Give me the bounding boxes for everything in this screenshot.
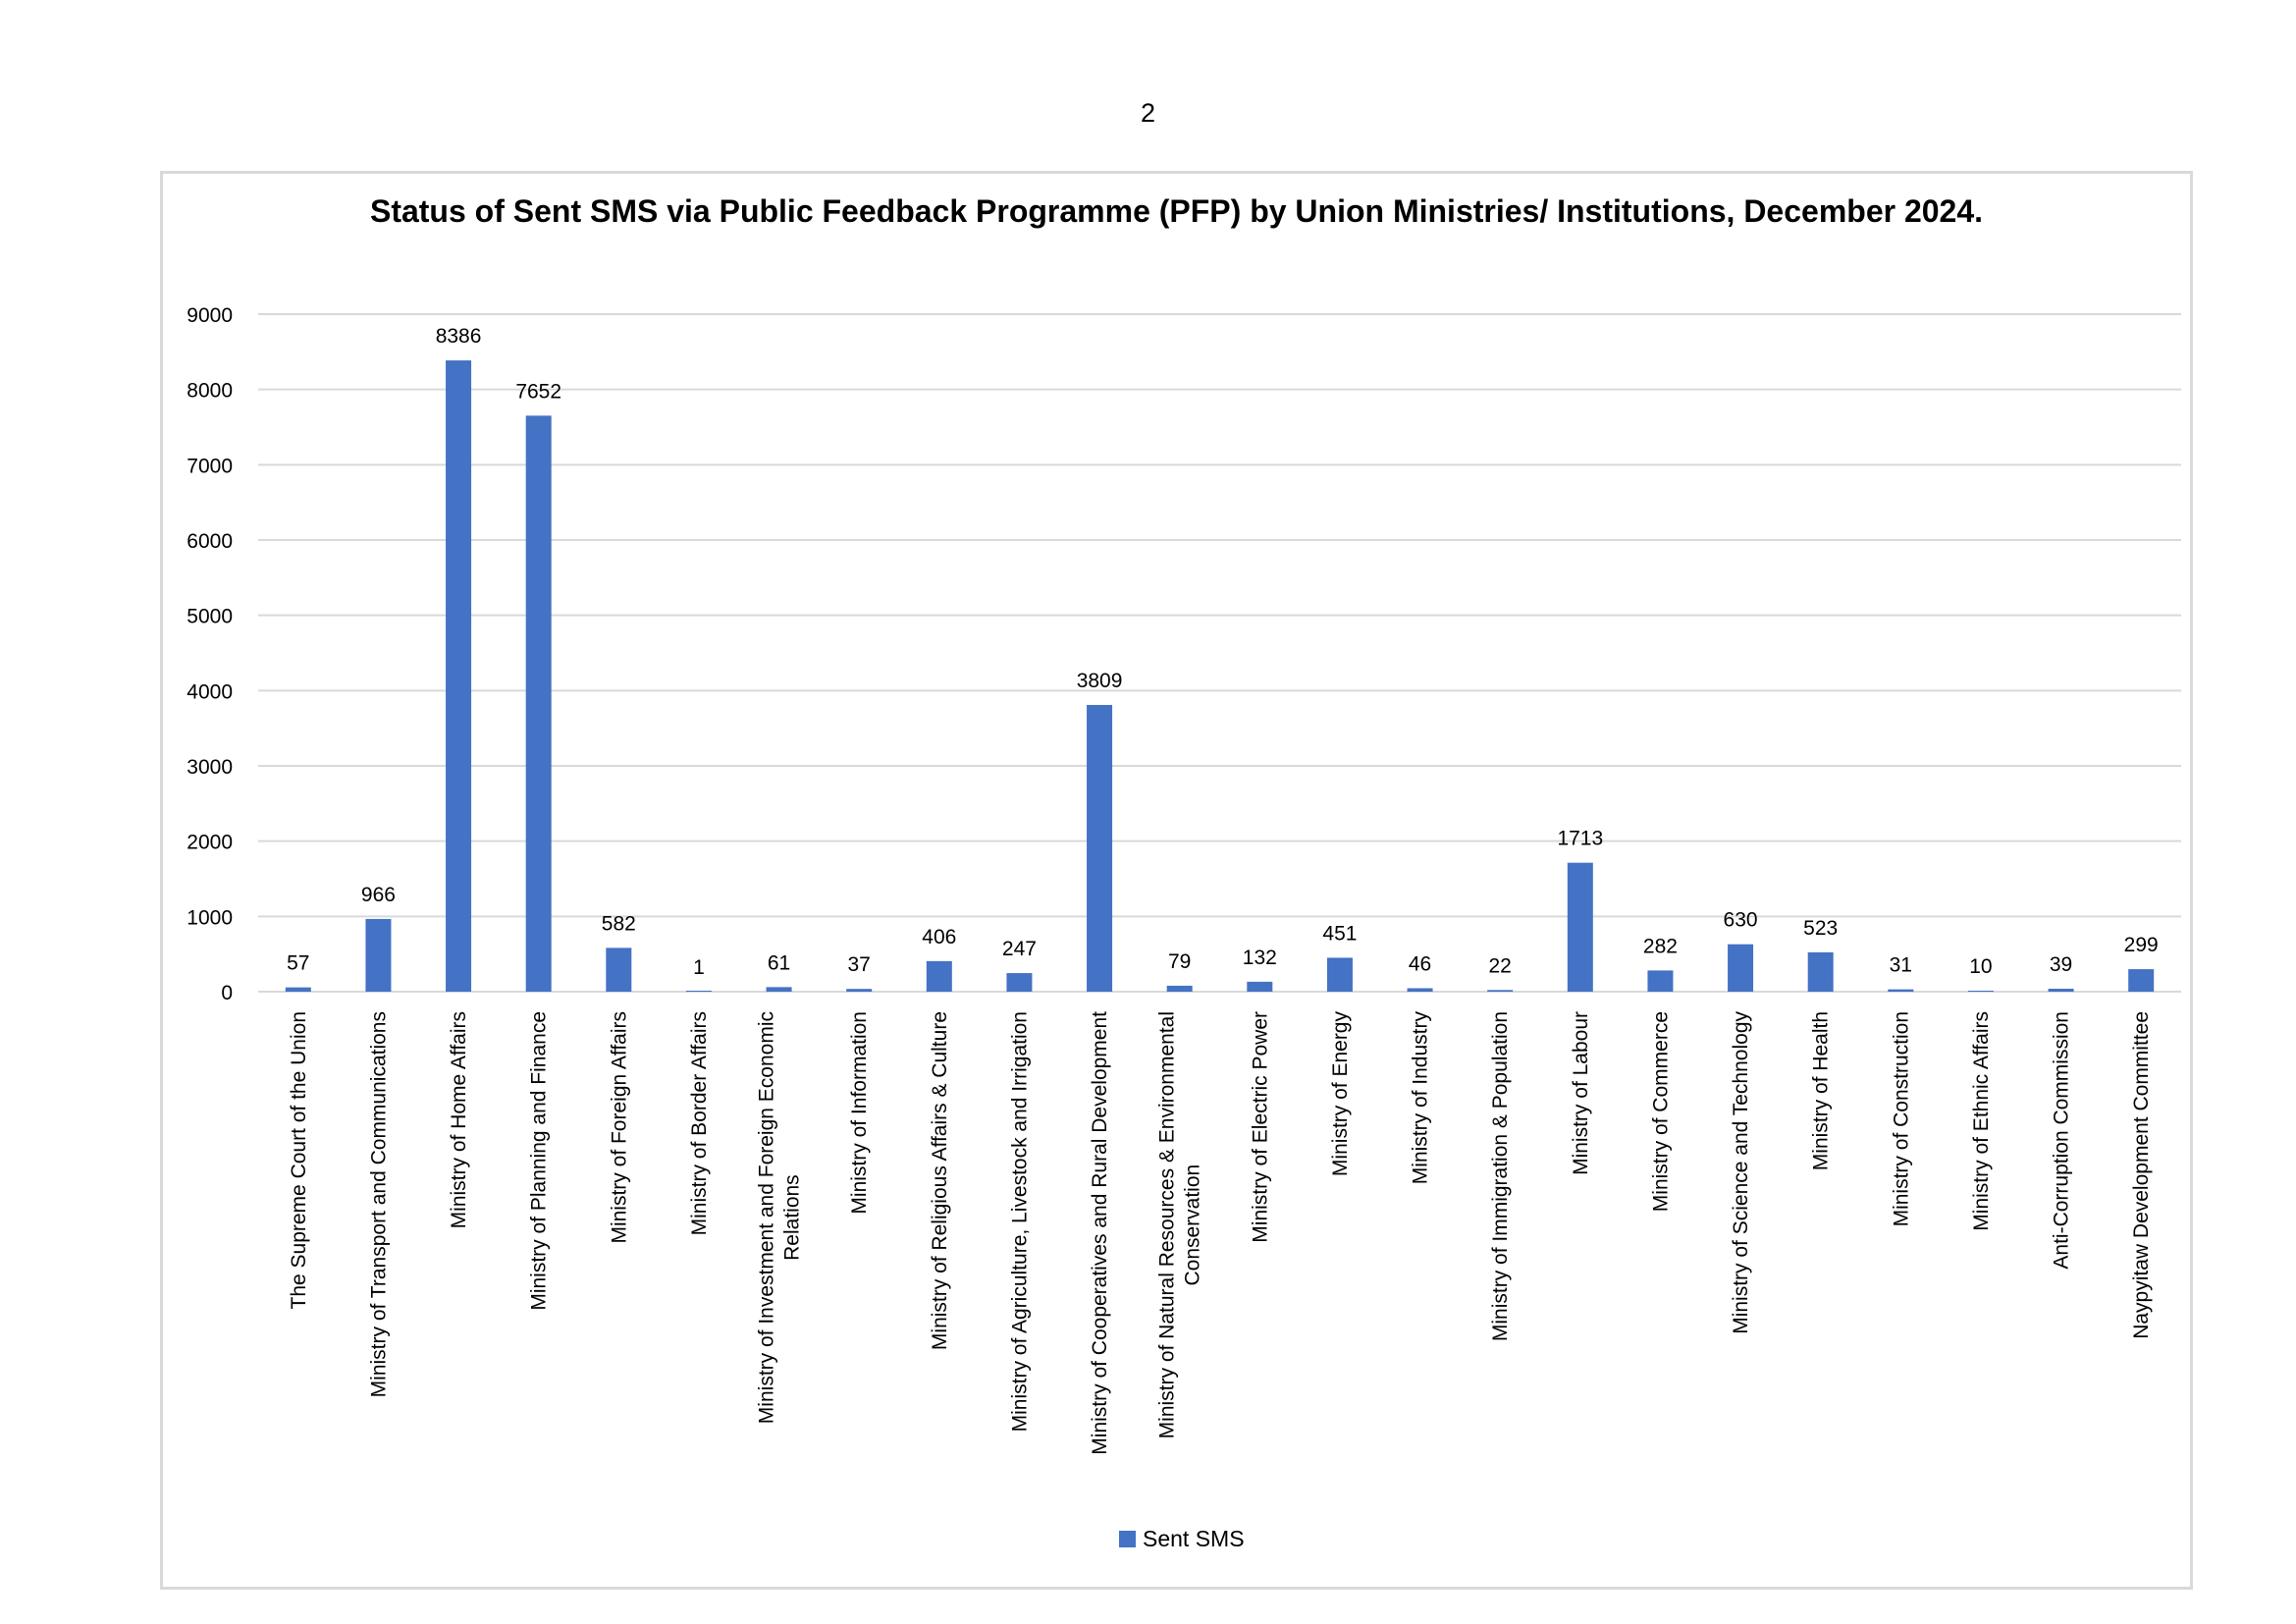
data-label: 406 bbox=[922, 925, 957, 948]
category-label: Ministry of Industry bbox=[1409, 1011, 1432, 1185]
bar bbox=[526, 415, 552, 992]
data-label: 46 bbox=[1408, 952, 1432, 976]
category-label: Ministry of Ethnic Affairs bbox=[1969, 1011, 1993, 1231]
y-tick-label: 9000 bbox=[187, 304, 233, 327]
category-label: Ministry of Natural Resources & Environmental Conservation bbox=[1155, 1011, 1204, 1439]
category-label: The Supreme Court of the Union bbox=[287, 1011, 310, 1310]
category-label: Ministry of Energy bbox=[1328, 1011, 1352, 1177]
category-label: Ministry of Commerce bbox=[1649, 1011, 1673, 1213]
data-label: 299 bbox=[2123, 934, 2159, 957]
category-label: Ministry of Transport and Communications bbox=[367, 1011, 391, 1398]
bar bbox=[365, 919, 391, 992]
category-label: Ministry of Immigration & Population bbox=[1489, 1011, 1513, 1342]
data-label: 79 bbox=[1168, 949, 1192, 973]
y-tick-label: 7000 bbox=[187, 455, 233, 478]
bar bbox=[606, 947, 631, 992]
y-tick-label: 2000 bbox=[187, 831, 233, 854]
bar bbox=[767, 987, 792, 992]
data-label: 22 bbox=[1488, 954, 1512, 978]
bar bbox=[1006, 973, 1032, 992]
bar bbox=[1167, 986, 1193, 992]
data-label: 31 bbox=[1889, 953, 1912, 977]
category-label: Ministry of Planning and Finance bbox=[527, 1011, 551, 1311]
category-label: Ministry of Health bbox=[1809, 1011, 1833, 1171]
category-label: Ministry of Religious Affairs & Culture bbox=[928, 1011, 951, 1351]
data-label: 282 bbox=[1642, 935, 1678, 958]
data-label: 1 bbox=[693, 955, 705, 979]
bar bbox=[846, 989, 872, 992]
category-label: Ministry of Border Affairs bbox=[687, 1011, 711, 1236]
category-label: Ministry of Agriculture, Livestock and Irrigation bbox=[1008, 1011, 1032, 1433]
data-label: 37 bbox=[847, 953, 871, 977]
data-label: 630 bbox=[1723, 908, 1758, 932]
legend-label: Sent SMS bbox=[1143, 1526, 1245, 1551]
chart-legend bbox=[1119, 1526, 1245, 1552]
bar bbox=[286, 988, 311, 992]
bar bbox=[1327, 957, 1353, 992]
category-label: Anti-Corruption Commission bbox=[2050, 1011, 2073, 1270]
category-label: Ministry of Electric Power bbox=[1249, 1011, 1272, 1243]
data-label: 966 bbox=[360, 883, 396, 906]
data-label: 523 bbox=[1803, 916, 1839, 940]
data-label: 451 bbox=[1322, 922, 1358, 946]
y-tick-label: 1000 bbox=[187, 906, 233, 930]
data-label: 247 bbox=[1001, 938, 1037, 961]
category-label: Ministry of Home Affairs bbox=[448, 1011, 471, 1229]
data-label: 57 bbox=[287, 951, 310, 975]
data-label: 582 bbox=[601, 912, 636, 936]
category-label: Naypyitaw Development Committee bbox=[2130, 1011, 2154, 1339]
legend-swatch bbox=[1119, 1531, 1136, 1547]
data-label: 1713 bbox=[1557, 827, 1604, 850]
data-label: 7652 bbox=[515, 380, 562, 404]
bar bbox=[1888, 990, 1913, 992]
chart-title: Status of Sent SMS via Public Feedback Programme (PFP) by Union Ministries/ Institutions, December 2024. bbox=[369, 193, 1984, 229]
y-tick-label: 4000 bbox=[187, 680, 233, 704]
data-label: 132 bbox=[1242, 946, 1277, 969]
data-label: 39 bbox=[2049, 953, 2073, 977]
bar bbox=[1728, 945, 1753, 992]
category-label: Ministry of Science and Technology bbox=[1730, 1011, 1753, 1334]
bar bbox=[1487, 990, 1513, 992]
data-label: 3809 bbox=[1076, 669, 1123, 692]
bar bbox=[1968, 991, 1994, 992]
y-tick-label: 3000 bbox=[187, 756, 233, 779]
bar bbox=[1647, 970, 1673, 992]
bar bbox=[1408, 988, 1433, 992]
category-label: Ministry of Labour bbox=[1569, 1011, 1592, 1175]
bar bbox=[686, 991, 712, 992]
category-label: Ministry of Foreign Affairs bbox=[608, 1011, 631, 1244]
bar bbox=[2049, 989, 2074, 992]
bar bbox=[927, 961, 952, 992]
y-tick-label: 0 bbox=[221, 982, 233, 1004]
y-tick-label: 5000 bbox=[187, 605, 233, 628]
bar bbox=[1568, 863, 1593, 992]
y-tick-label: 8000 bbox=[187, 379, 233, 403]
data-label: 8386 bbox=[435, 325, 482, 349]
bar bbox=[446, 360, 471, 992]
data-label: 61 bbox=[767, 951, 791, 975]
bar bbox=[1247, 982, 1272, 992]
category-label: Ministry of Cooperatives and Rural Development bbox=[1089, 1011, 1112, 1455]
category-label: Ministry of Construction bbox=[1890, 1011, 1913, 1227]
page-number: 2 bbox=[1140, 98, 1156, 128]
bar bbox=[2128, 969, 2154, 992]
bar bbox=[1087, 705, 1112, 992]
y-tick-label: 6000 bbox=[187, 530, 233, 553]
bar bbox=[1808, 952, 1834, 992]
data-label: 10 bbox=[1969, 955, 1993, 979]
category-label: Ministry of Information bbox=[848, 1011, 872, 1215]
category-label: Ministry of Investment and Foreign Economic Relations bbox=[755, 1011, 804, 1425]
